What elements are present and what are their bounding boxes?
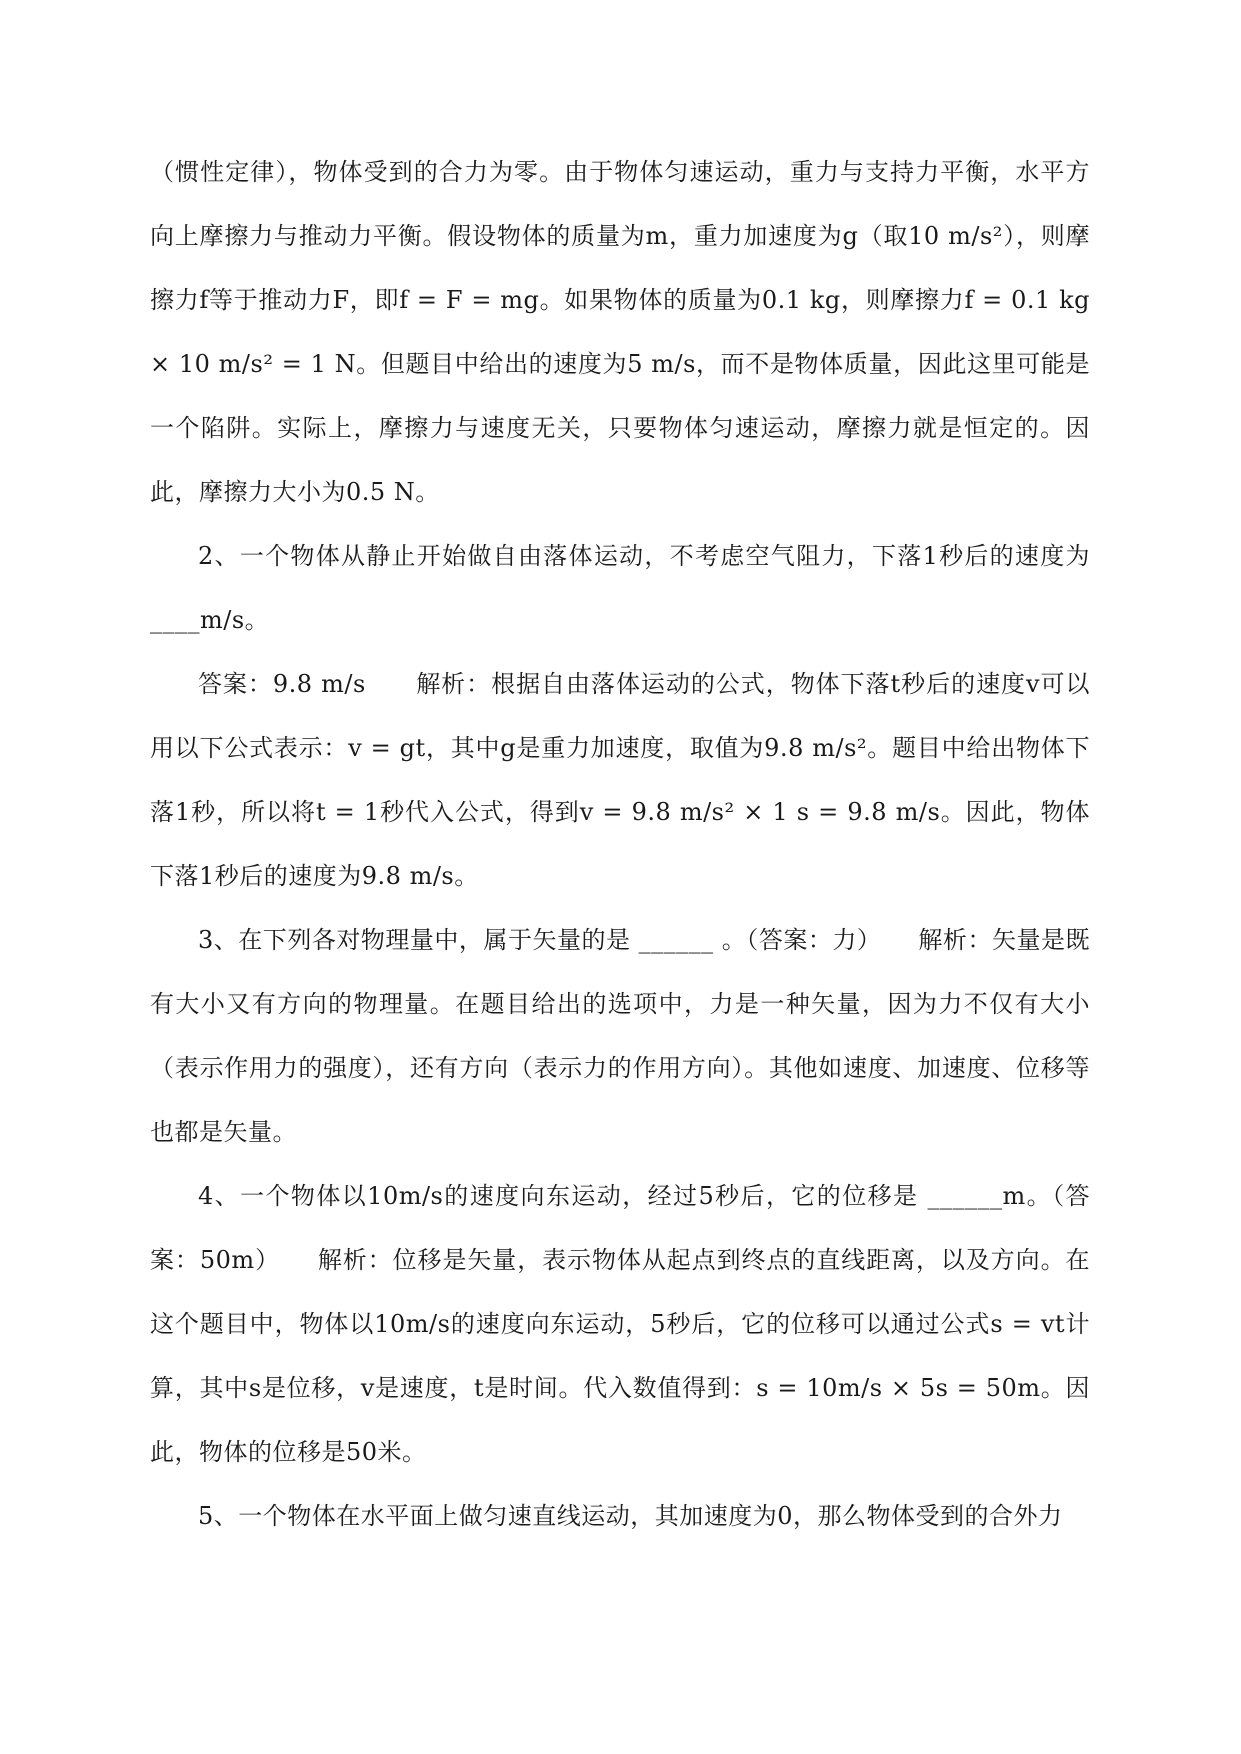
question-4: 4、一个物体以10m/s的速度向东运动，经过5秒后，它的位移是 ______m。（答案：50m） 解析：位移是矢量，表示物体从起点到终点的直线距离，以及方向。在这个题目中，物体以10m/s的速度向东运动，5秒后，它的位移可以通过公式s = vt计算，其中s是位移，v是速度，t是时间。代入数值得到：s = 10m/s × 5s = 50m。因此，物体的位移是50米。 — [150, 1182, 1090, 1466]
paragraph-friction-analysis: （惯性定律），物体受到的合力为零。由于物体匀速运动，重力与支持力平衡，水平方向上摩擦力与推动力平衡。假设物体的质量为m，重力加速度为g（取10 m/s²），则摩擦力f等于推动力F，即f = F = mg。如果物体的质量为0.1 kg，则摩擦力f = 0.1 kg × 10 m/s² = 1 N。但题目中给出的速度为5 m/s，而不是物体质量，因此这里可能是一个陷阱。实际上，摩擦力与速度无关，只要物体匀速运动，摩擦力就是恒定的。因此，摩擦力大小为0.5 N。 — [150, 158, 1090, 506]
question-2: 2、一个物体从静止开始做自由落体运动，不考虑空气阻力，下落1秒后的速度为____m/s。 — [150, 542, 1090, 634]
question-5: 5、一个物体在水平面上做匀速直线运动，其加速度为0，那么物体受到的合外力 — [198, 1502, 1063, 1530]
question-3: 3、在下列各对物理量中，属于矢量的是 ______ 。（答案：力） 解析：矢量是既有大小又有方向的物理量。在题目给出的选项中，力是一种矢量，因为力不仅有大小（表示作用力的强度），还有方向（表示力的作用方向）。其他如速度、加速度、位移等也都是矢量。 — [150, 926, 1090, 1146]
document-body — [150, 140, 1090, 1548]
answer-2-analysis: 答案：9.8 m/s 解析：根据自由落体运动的公式，物体下落t秒后的速度v可以用以下公式表示：v = gt，其中g是重力加速度，取值为9.8 m/s²。题目中给出物体下落1秒，所以将t = 1秒代入公式，得到v = 9.8 m/s² × 1 s = 9.8 m/s。因此，物体下落1秒后的速度为9.8 m/s。 — [150, 670, 1090, 890]
